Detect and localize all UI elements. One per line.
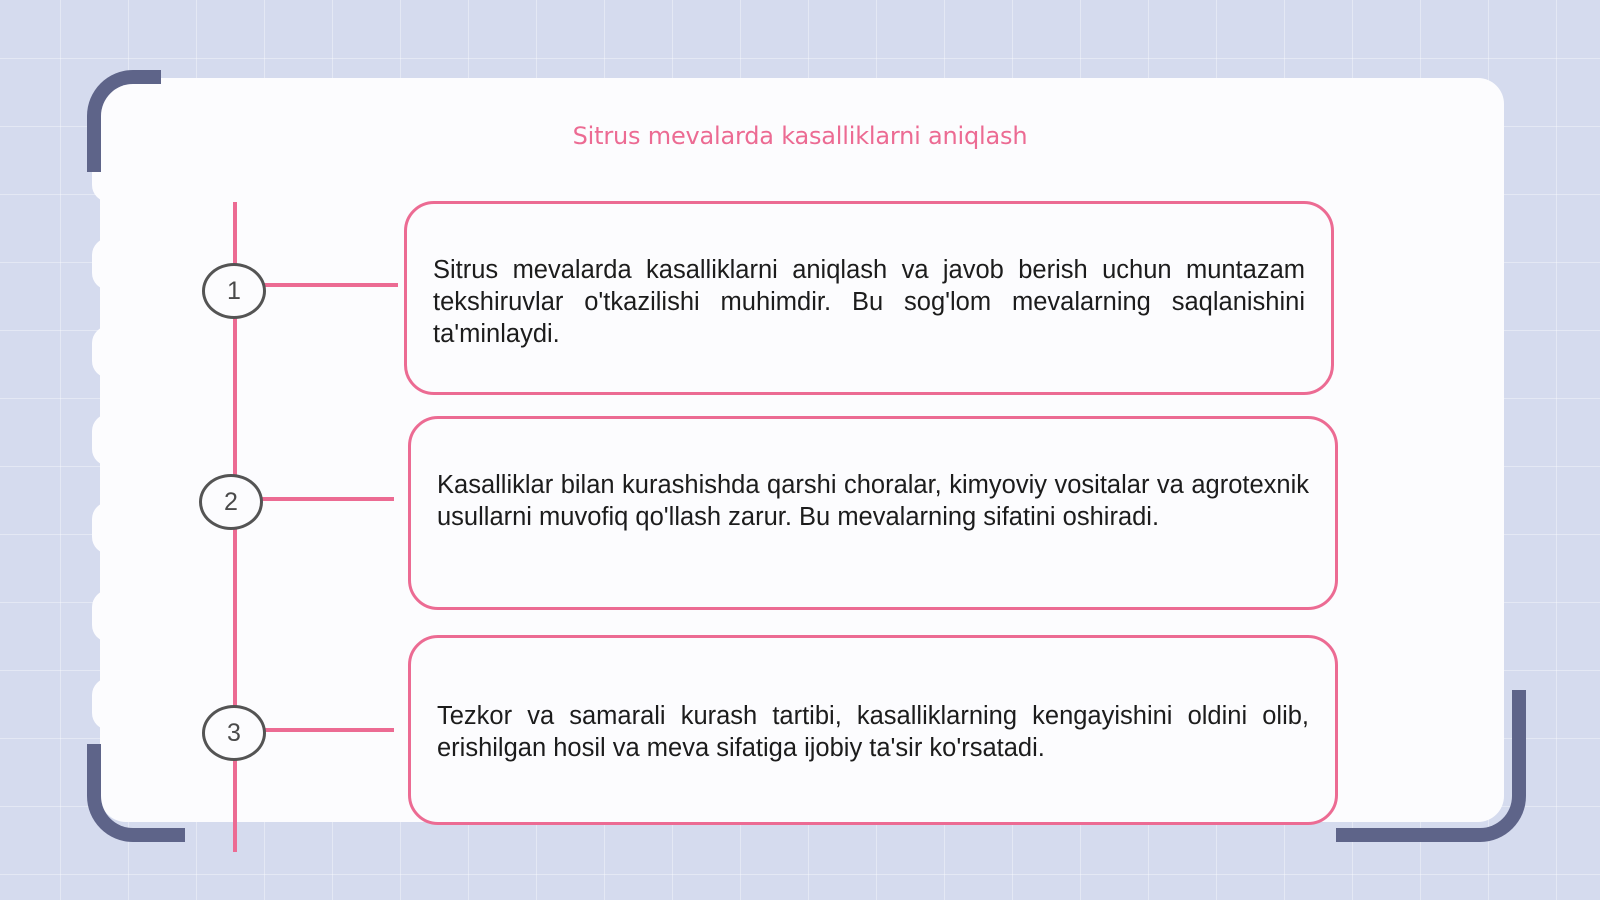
timeline-card-1 <box>404 201 1334 395</box>
paper-edge-scallop <box>92 678 126 730</box>
card-text-3: Tezkor va samarali kurash tartibi, kasalliklarning kengayishini oldini olib, erishilgan hosil va meva sifatiga ijobiy ta'sir ko'rsatadi. <box>437 702 1309 762</box>
timeline-card-3 <box>408 635 1338 825</box>
frame-corner-bottom-left <box>87 744 185 842</box>
timeline-marker-1: 1 <box>202 263 266 319</box>
paper-edge-scallop <box>92 590 126 642</box>
frame-corner-bottom-right <box>1336 690 1526 842</box>
timeline-marker-3: 3 <box>202 705 266 761</box>
timeline-marker-2: 2 <box>199 474 263 530</box>
frame-corner-top-left <box>87 70 161 172</box>
timeline-connector-2 <box>260 497 394 501</box>
slide-title: Sitrus mevalarda kasalliklarni aniqlash <box>572 122 1028 150</box>
timeline-connector-1 <box>262 283 398 287</box>
paper-edge-scallop <box>92 238 126 290</box>
paper-edge-scallop <box>92 414 126 466</box>
card-text-1: Sitrus mevalarda kasalliklarni aniqlash va javob berish uchun muntazam tekshiruvlar o'tkazilishi muhimdir. Bu sog'lom mevalarning saqlanishini ta'minlaydi. <box>433 256 1305 348</box>
card-text-2: Kasalliklar bilan kurashishda qarshi choralar, kimyoviy vositalar va agrotexnik usullarni muvofiq qo'llash zarur. Bu mevalarning sifatini oshiradi. <box>437 471 1309 531</box>
paper-edge-scallop <box>92 502 126 554</box>
paper-edge-scallop <box>92 326 126 378</box>
timeline-card-2 <box>408 416 1338 610</box>
timeline-connector-3 <box>262 728 394 732</box>
